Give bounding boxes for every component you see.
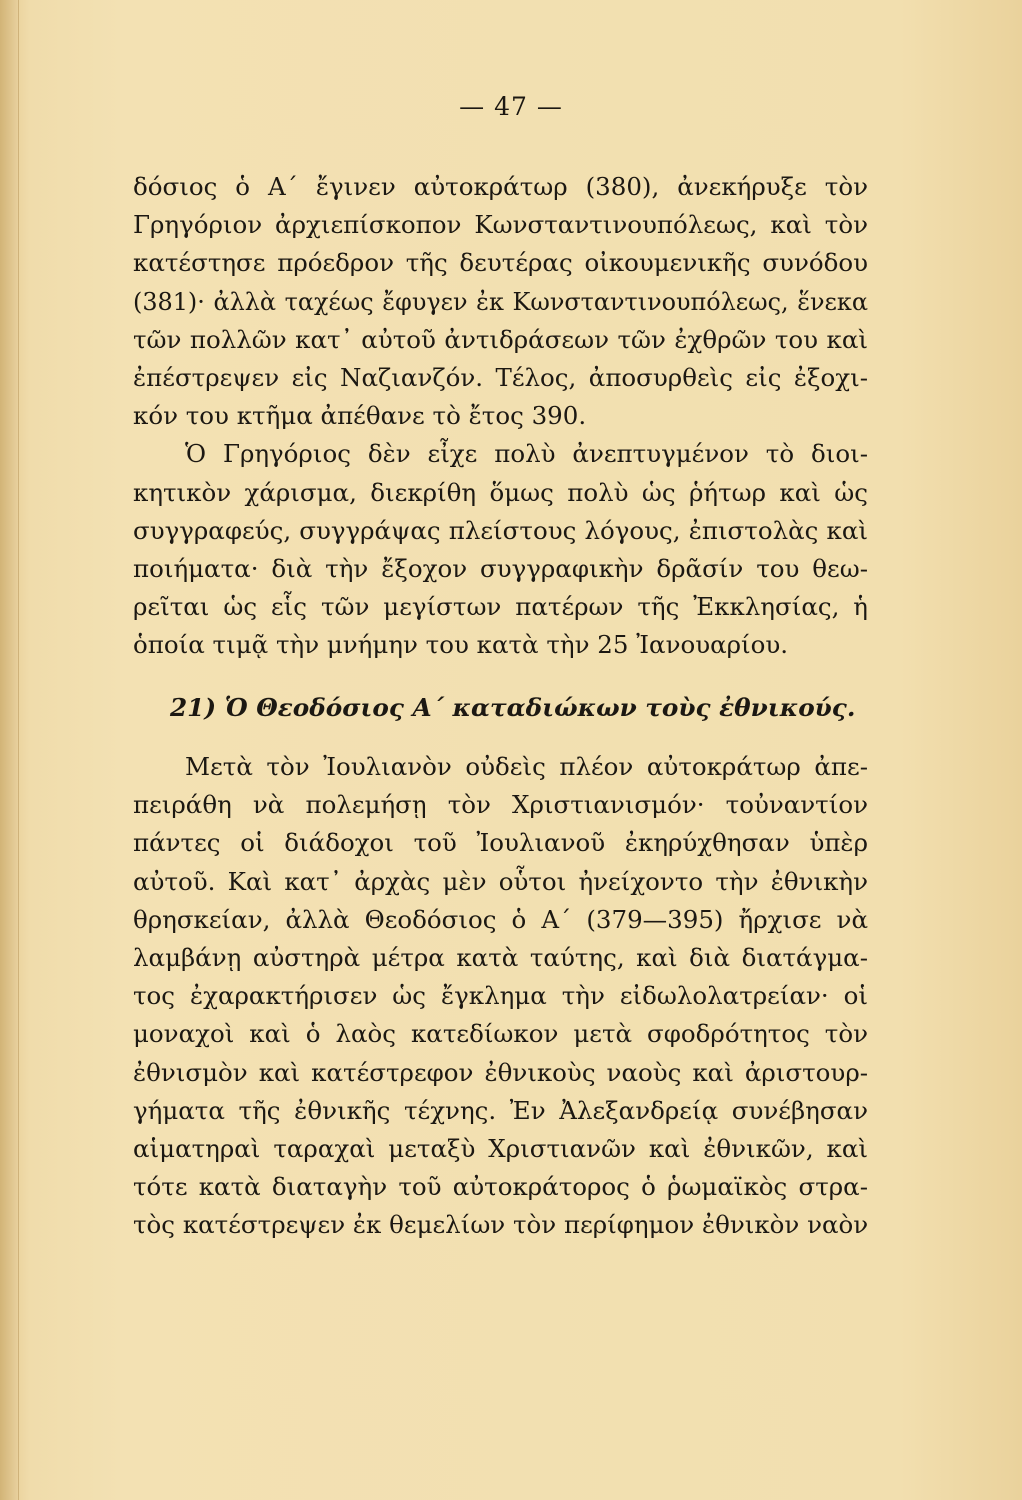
text-line: δόσιος ὁ Α΄ ἔγινεν αὐτοκράτωρ (380), ἀνεκήρυξε τὸν xyxy=(133,172,868,201)
text-line: κατέστησε πρόεδρον τῆς δευτέρας οἰκουμενικῆς συνόδου xyxy=(133,248,868,278)
text-line: ὁποία τιμᾷ τὴν μνήμην του κατὰ τὴν 25 Ἰανουαρίου. xyxy=(133,630,789,660)
section-heading: 21) Ὁ Θεοδόσιος Α΄ καταδιώκων τοὺς ἐθνικούς. xyxy=(170,693,856,722)
page-gutter xyxy=(0,0,19,1500)
text-line: αἱματηραὶ ταραχαὶ μεταξὺ Χριστιανῶν καὶ ἐθνικῶν, καὶ xyxy=(133,1133,868,1163)
text-block-top xyxy=(133,168,868,664)
text-line: ρεῖται ὡς εἷς τῶν μεγίστων πατέρων τῆς Ἐκκλησίας, ἡ xyxy=(133,592,868,622)
text-line: τότε κατὰ διαταγὴν τοῦ αὐτοκράτορος ὁ ῥωμαϊκὸς στρα- xyxy=(133,1172,868,1202)
text-line: αὐτοῦ. Καὶ κατ᾽ ἀρχὰς μὲν οὗτοι ἠνείχοντο τὴν ἐθνικὴν xyxy=(133,866,868,896)
paragraph-1 xyxy=(133,168,868,435)
text-line: πάντες οἱ διάδοχοι τοῦ Ἰουλιανοῦ ἐκηρύχθησαν ὑπὲρ xyxy=(133,828,868,858)
text-line: γήματα τῆς ἐθνικῆς τέχνης. Ἐν Ἀλεξανδρείᾳ συνέβησαν xyxy=(133,1095,868,1125)
text-line: ἐπέστρεψεν εἰς Ναζιανζόν. Τέλος, ἀποσυρθεὶς εἰς ἐξοχι- xyxy=(133,362,868,392)
text-line: ποιήματα· διὰ τὴν ἔξοχον συγγραφικὴν δρᾶσίν του θεω- xyxy=(133,553,868,583)
text-line: Ὁ Γρηγόριος δὲν εἶχε πολὺ ἀνεπτυγμένον τὸ διοι- xyxy=(185,439,868,469)
text-line: Γρηγόριον ἀρχιεπίσκοπον Κωνσταντινουπόλεως, καὶ τὸν xyxy=(133,210,868,240)
text-line: τῶν πολλῶν κατ᾽ αὐτοῦ ἀντιδράσεων τῶν ἐχθρῶν του καὶ xyxy=(133,324,868,354)
text-line: κητικὸν χάρισμα, διεκρίθη ὅμως πολὺ ὡς ῥήτωρ καὶ ὡς xyxy=(133,477,868,507)
text-line: τος ἐχαρακτήρισεν ὡς ἔγκλημα τὴν εἰδωλολατρείαν· οἱ xyxy=(133,981,868,1011)
text-line: (381)· ἀλλὰ ταχέως ἔφυγεν ἐκ Κωνσταντινουπόλεως, ἕνεκα xyxy=(133,287,868,316)
text-line: θρησκείαν, ἀλλὰ Θεοδόσιος ὁ Α΄ (379—395) ἤρχισε νὰ xyxy=(133,904,868,934)
text-line: πειράθη νὰ πολεμήσῃ τὸν Χριστιανισμόν· τοὐναντίον xyxy=(133,790,868,820)
text-line: λαμβάνῃ αὐστηρὰ μέτρα κατὰ ταύτης, καὶ διὰ διατάγμα- xyxy=(133,942,868,972)
text-line: μοναχοὶ καὶ ὁ λαὸς κατεδίωκον μετὰ σφοδρότητος τὸν xyxy=(133,1019,868,1049)
paragraph-2 xyxy=(133,435,868,664)
text-line: Μετὰ τὸν Ἰουλιανὸν οὐδεὶς πλέον αὐτοκράτωρ ἀπε- xyxy=(185,752,868,781)
text-line: ἐθνισμὸν καὶ κατέστρεφον ἐθνικοὺς ναοὺς καὶ ἀριστουρ- xyxy=(133,1057,868,1087)
text-line: κόν του κτῆμα ἀπέθανε τὸ ἔτος 390. xyxy=(133,401,587,431)
text-line: συγγραφεύς, συγγράψας πλείστους λόγους, ἐπιστολὰς καὶ xyxy=(133,515,868,545)
paragraph-3 xyxy=(133,748,868,1244)
page-number: — 47 — xyxy=(459,92,563,121)
text-line: τὸς κατέστρεψεν ἐκ θεμελίων τὸν περίφημον ἐθνικὸν ναὸν xyxy=(133,1210,868,1240)
